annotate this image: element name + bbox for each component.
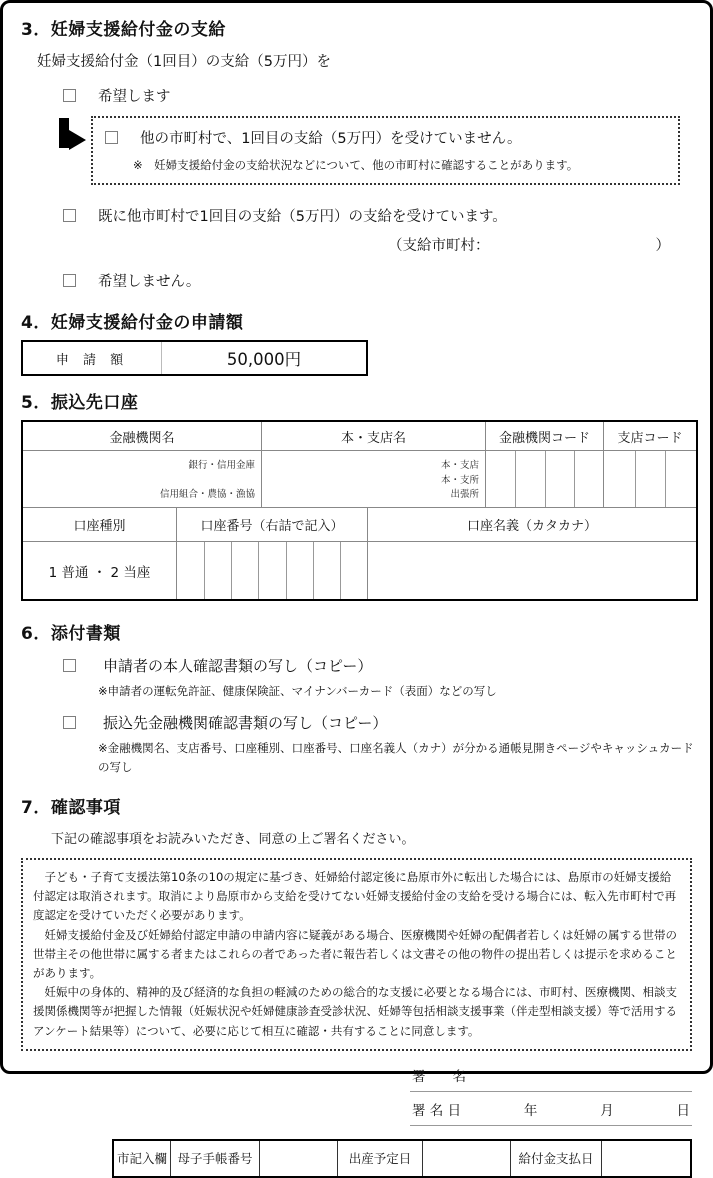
bank-code-header: 金融機関コード xyxy=(485,422,603,450)
branch-kind-label-3: 出張所 xyxy=(450,489,479,500)
branch-code-digit-cell[interactable] xyxy=(635,451,666,507)
bank-code-digit-cell[interactable] xyxy=(574,451,603,507)
branch-kind-label-2: 本・支所 xyxy=(440,474,479,486)
consent-paragraph-3: 妊娠中の身体的、精神的及び経済的な負担の軽減のための総合的な支援に必要となる場合には、市町村、医療機関、相談支援関係機関等が把握した情報（妊娠状況や妊婦健康診査受診状況、妊婦等包括相談支援事業（伴走型相談支援）等で活用するアンケート結果等）について、必要に応じて相互に確認・共有することに同意します。 xyxy=(33,985,677,1038)
section6-title: 6．添付書類 xyxy=(21,624,121,644)
bank-code-digit-cell[interactable] xyxy=(486,451,515,507)
signature-date-label: 署 名 日 xyxy=(412,1102,462,1119)
application-amount-table xyxy=(21,340,368,376)
mch-number-input-cell[interactable] xyxy=(259,1141,337,1176)
section7-title: 7．確認事項 xyxy=(21,797,121,818)
option-row-already-received xyxy=(63,205,692,226)
option-no-hope-label: 希望しません。 xyxy=(98,274,201,290)
account-number-digit-cell[interactable] xyxy=(231,542,258,599)
checkbox-not-received[interactable] xyxy=(105,131,118,144)
section3-title: 3．妊婦支援給付金の支給 xyxy=(21,20,226,40)
consent-paragraph-1: 子ども・子育て支援法第10条の10の規定に基づき、妊婦給付認定後に島原市外に転出した場合には、島原市の妊婦支援給付認定は取消されます。取消により島原市から支給を受けてない妊婦支援給付金の支給を受ける場合には、転入先市町村で再度認定を受けていただく必要があります。 xyxy=(33,869,677,923)
option-not-received-label: 他の市町村で、1回目の支給（5万円）を受けていません。 xyxy=(140,131,522,147)
account-number-header: 口座番号（右詰で記入） xyxy=(176,508,367,541)
attachment-id-copy-label: 申請者の本人確認書類の写し（コピー） xyxy=(103,657,373,675)
paying-municipality-row[interactable] xyxy=(388,234,670,255)
checkbox-no-hope[interactable] xyxy=(63,274,76,287)
mch-number-label: 母子手帳番号 xyxy=(170,1141,259,1176)
amount-value: 50,000円 xyxy=(226,350,302,369)
branch-name-header: 本・支店名 xyxy=(261,422,485,450)
payment-date-label: 給付金支払日 xyxy=(510,1141,601,1176)
signature-month-label: 月 xyxy=(600,1102,614,1119)
due-date-input-cell[interactable] xyxy=(422,1141,510,1176)
attachment-row-id-copy xyxy=(63,655,692,676)
amount-label: 申 請 額 xyxy=(23,342,162,374)
payment-date-input-cell[interactable] xyxy=(601,1141,690,1176)
account-type-options[interactable]: 1 普通 ・ 2 当座 xyxy=(23,541,176,599)
option-row-hope xyxy=(63,85,692,106)
checkbox-id-copy[interactable] xyxy=(63,659,76,672)
account-type-header: 口座種別 xyxy=(73,519,126,534)
account-number-digit-cell[interactable] xyxy=(286,542,313,599)
section4-title: 4．妊婦支援給付金の申請額 xyxy=(21,313,244,333)
signature-day-label: 日 xyxy=(676,1102,690,1119)
branch-name-input-cell[interactable] xyxy=(261,450,485,507)
signature-year-label: 年 xyxy=(523,1102,538,1119)
branch-code-digit-cell[interactable] xyxy=(665,451,696,507)
branch-code-cells xyxy=(603,450,696,507)
consent-paragraph-2: 妊婦支援給付金及び妊婦給付認定申請の申請内容に疑義がある場合、医療機関や妊婦の配偶者若しくは妊婦の属する世帯の世帯主その他世帯に属する者またはこれらの者であった者に報告若しくは文書その他の物件の提出若しくは提示を求めることがあります。 xyxy=(33,927,677,980)
section3-intro: 妊婦支援給付金（1回目）の支給（5万円）を xyxy=(37,54,331,70)
option-row-not-received xyxy=(105,127,666,148)
office-city-use-label: 市記入欄 xyxy=(116,1151,167,1167)
signature-name-label: 署 名 xyxy=(412,1068,466,1085)
signature-block xyxy=(410,1060,692,1126)
consent-instruction: 下記の確認事項をお読みいただき、同意の上ご署名ください。 xyxy=(51,831,415,847)
branch-arrow-icon xyxy=(57,118,87,158)
paying-municipality-open: （支給市町村： xyxy=(388,238,490,254)
attachment-bank-copy-note: ※金融機関名、支店番号、口座種別、口座番号、口座名義人（カナ）が分かる通帳見開きページやキャッシュカードの写し xyxy=(98,740,694,774)
bank-name-header: 金融機関名 xyxy=(109,430,175,446)
attachment-id-copy-note: ※申請者の運転免許証、健康保険証、マイナンバーカード（表面）などの写し xyxy=(98,684,497,698)
account-number-cells xyxy=(176,541,367,599)
nested-condition-block xyxy=(91,116,692,185)
consent-text-box xyxy=(21,858,692,1051)
branch-code-header: 支店コード xyxy=(603,422,696,450)
option-hope-label: 希望します xyxy=(98,89,171,105)
signature-date-line[interactable] xyxy=(410,1094,692,1126)
checkbox-hope[interactable] xyxy=(63,89,76,102)
branch-code-digit-cell[interactable] xyxy=(604,451,635,507)
account-number-digit-cell[interactable] xyxy=(258,542,285,599)
account-number-digit-cell[interactable] xyxy=(313,542,340,599)
branch-kind-label-1: 本・支店 xyxy=(440,460,479,471)
section5-title: 5．振込先口座 xyxy=(21,393,139,413)
option-row-no-hope xyxy=(63,270,692,291)
bank-code-digit-cell[interactable] xyxy=(545,451,574,507)
account-number-digit-cell[interactable] xyxy=(204,542,231,599)
bank-kind-label-2: 信用組合・農協・漁協 xyxy=(159,489,255,500)
paying-municipality-close: ） xyxy=(655,238,670,254)
account-number-digit-cell[interactable] xyxy=(340,542,367,599)
signature-name-line[interactable] xyxy=(410,1060,692,1092)
account-holder-header: 口座名義（カタカナ） xyxy=(367,508,696,541)
office-use-table xyxy=(112,1139,692,1178)
attachment-row-bank-copy xyxy=(63,712,692,733)
due-date-label: 出産予定日 xyxy=(337,1141,422,1176)
confirmation-note: ※ 妊婦支援給付金の支給状況などについて、他の市町村に確認することがあります。 xyxy=(133,158,579,172)
bank-account-table xyxy=(21,420,698,601)
bank-name-input-cell[interactable] xyxy=(23,450,261,507)
bank-kind-label-1: 銀行・信用金庫 xyxy=(188,460,255,471)
option-already-received-label: 既に他市町村で1回目の支給（5万円）の支給を受けています。 xyxy=(98,209,507,225)
account-holder-input-cell[interactable] xyxy=(367,541,696,599)
bank-code-digit-cell[interactable] xyxy=(515,451,544,507)
not-received-dotted-box xyxy=(91,116,680,185)
checkbox-already-received[interactable] xyxy=(63,209,76,222)
bank-code-cells xyxy=(485,450,603,507)
attachment-bank-copy-label: 振込先金融機関確認書類の写し（コピー） xyxy=(103,713,388,732)
checkbox-bank-copy[interactable] xyxy=(63,716,76,729)
account-number-digit-cell[interactable] xyxy=(177,542,204,599)
